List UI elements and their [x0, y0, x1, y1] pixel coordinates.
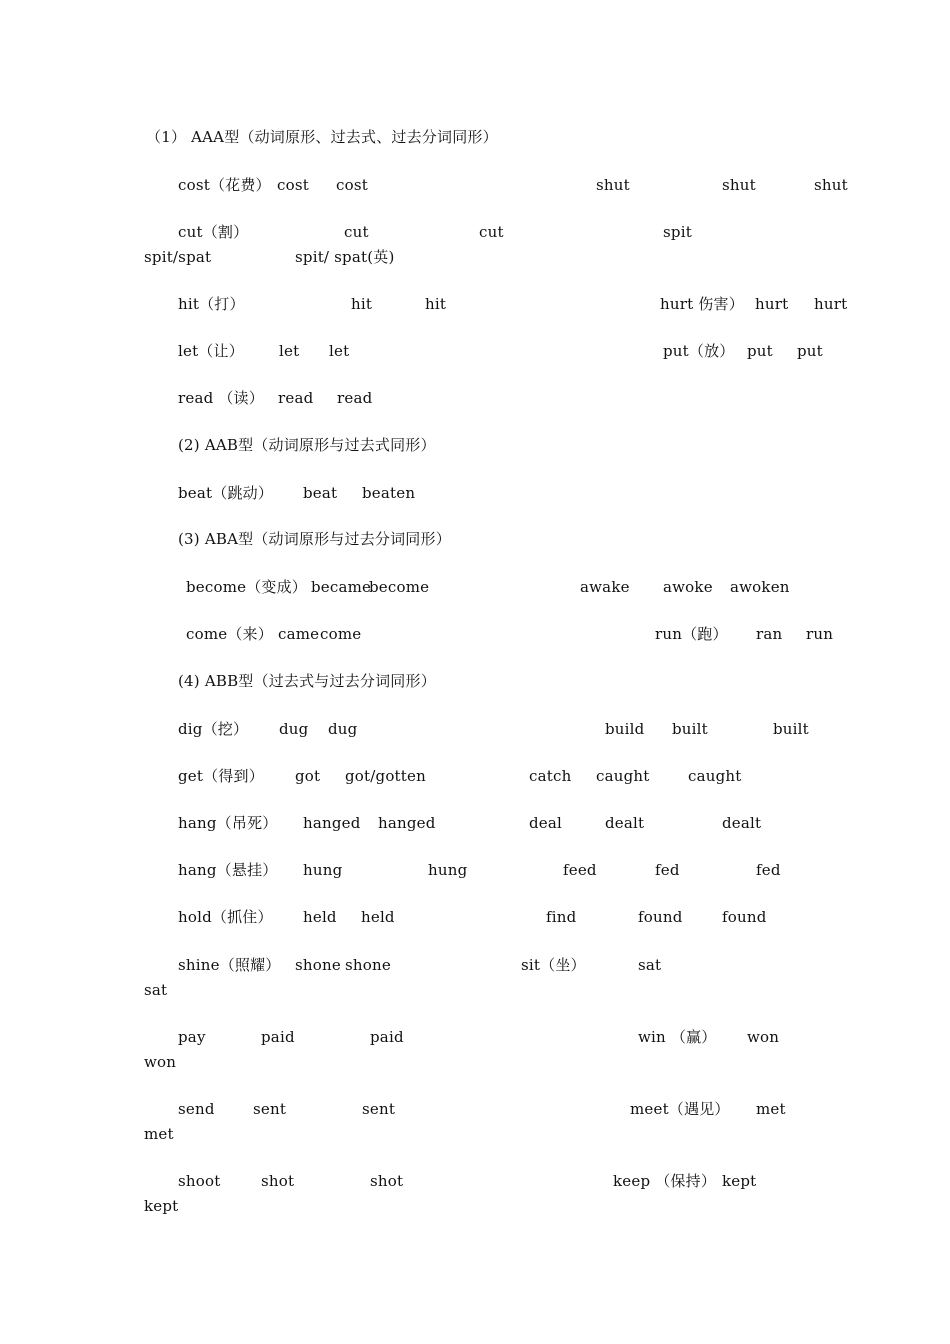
verb-become-base: become（变成） — [186, 578, 308, 596]
verb-sit-pp: sat — [144, 981, 168, 999]
verb-catch-past: caught — [596, 767, 650, 785]
verb-keep-pp: kept — [144, 1197, 179, 1215]
verb-build-pp: built — [773, 720, 809, 738]
verb-hold-base: hold（抓住） — [178, 908, 273, 926]
verb-hang2-past: hung — [303, 861, 343, 879]
verb-shut-past: shut — [722, 176, 756, 194]
verb-pay-pp: paid — [370, 1028, 404, 1046]
verb-put-pp: put — [797, 342, 823, 360]
verb-find-pp: found — [722, 908, 767, 926]
verb-get-pp: got/gotten — [345, 767, 426, 785]
verb-deal-pp: dealt — [722, 814, 762, 832]
verb-let-pp: let — [329, 342, 350, 360]
verb-sit-base: sit（坐） — [521, 956, 586, 974]
verb-hang1-base: hang（吊死） — [178, 814, 278, 832]
verb-read-pp: read — [337, 389, 373, 407]
verb-shine-pp: shone — [345, 956, 391, 974]
verb-keep-past: kept — [722, 1172, 757, 1190]
verb-hold-pp: held — [361, 908, 395, 926]
verb-pay-past: paid — [261, 1028, 295, 1046]
verb-beat-pp: beaten — [362, 484, 416, 502]
verb-pay-base: pay — [178, 1028, 206, 1046]
verb-come-pp: come — [320, 625, 362, 643]
verb-cut-base: cut（割） — [178, 223, 249, 241]
verb-sit-past: sat — [638, 956, 662, 974]
verb-feed-pp: fed — [756, 861, 781, 879]
verb-hurt-pp: hurt — [814, 295, 848, 313]
verb-catch-pp: caught — [688, 767, 742, 785]
verb-shut-base: shut — [596, 176, 630, 194]
verb-send-pp: sent — [362, 1100, 396, 1118]
verb-hang1-past: hanged — [303, 814, 361, 832]
verb-run-base: run（跑） — [655, 625, 728, 643]
verb-cut-pp: cut — [479, 223, 504, 241]
verb-meet-pp: met — [144, 1125, 174, 1143]
verb-deal-past: dealt — [605, 814, 645, 832]
verb-keep-base: keep （保持） — [613, 1172, 717, 1190]
verb-shoot-base: shoot — [178, 1172, 221, 1190]
verb-put-base: put（放） — [663, 342, 735, 360]
verb-cut-past: cut — [344, 223, 369, 241]
verb-hurt-base: hurt 伤害） — [660, 295, 744, 313]
verb-awake-base: awake — [580, 578, 630, 596]
verb-find-past: found — [638, 908, 683, 926]
heading-aaa: （1） AAA型（动词原形、过去式、过去分词同形） — [146, 128, 498, 146]
verb-cost-base: cost（花费） — [178, 176, 271, 194]
verb-let-base: let（让） — [178, 342, 244, 360]
verb-hang2-pp: hung — [428, 861, 468, 879]
verb-get-past: got — [295, 767, 321, 785]
verb-cost-pp: cost — [336, 176, 368, 194]
verb-dig-base: dig（挖） — [178, 720, 249, 738]
verb-spit-past: spit/spat — [144, 248, 212, 266]
verb-hurt-past: hurt — [755, 295, 789, 313]
verb-build-base: build — [605, 720, 645, 738]
verb-feed-base: feed — [563, 861, 597, 879]
verb-shut-pp: shut — [814, 176, 848, 194]
verb-cost-past: cost — [277, 176, 309, 194]
heading-abb: (4) ABB型（过去式与过去分词同形） — [178, 672, 436, 690]
verb-shoot-pp: shot — [370, 1172, 404, 1190]
verb-run-past: ran — [756, 625, 783, 643]
verb-hold-past: held — [303, 908, 337, 926]
verb-win-pp: won — [144, 1053, 177, 1071]
verb-get-base: get（得到） — [178, 767, 264, 785]
verb-read-base: read （读） — [178, 389, 264, 407]
verb-become-pp: become — [369, 578, 430, 596]
verb-hit-base: hit（打） — [178, 295, 245, 313]
verb-build-past: built — [672, 720, 708, 738]
verb-deal-base: deal — [529, 814, 563, 832]
verb-awake-past: awoke — [663, 578, 713, 596]
verb-beat-base: beat（跳动） — [178, 484, 274, 502]
verb-dig-past: dug — [279, 720, 309, 738]
verb-hang2-base: hang（悬挂） — [178, 861, 278, 879]
verb-catch-base: catch — [529, 767, 572, 785]
verb-beat-past: beat — [303, 484, 338, 502]
verb-win-base: win （赢） — [638, 1028, 717, 1046]
verb-become-past: became — [311, 578, 372, 596]
verb-meet-past: met — [756, 1100, 786, 1118]
verb-win-past: won — [747, 1028, 780, 1046]
heading-aab: (2) AAB型（动词原形与过去式同形） — [178, 436, 436, 454]
verb-read-past: read — [278, 389, 314, 407]
verb-hit-past: hit — [351, 295, 373, 313]
verb-feed-past: fed — [655, 861, 680, 879]
verb-hang1-pp: hanged — [378, 814, 436, 832]
verb-shoot-past: shot — [261, 1172, 295, 1190]
verb-spit-base: spit — [663, 223, 692, 241]
verb-hit-pp: hit — [425, 295, 447, 313]
verb-send-past: sent — [253, 1100, 287, 1118]
verb-awake-pp: awoken — [730, 578, 790, 596]
verb-meet-base: meet（遇见） — [630, 1100, 730, 1118]
verb-shine-base: shine（照耀） — [178, 956, 281, 974]
verb-come-base: come（来） — [186, 625, 273, 643]
heading-aba: (3) ABA型（动词原形与过去分词同形） — [178, 530, 451, 548]
verb-shine-past: shone — [295, 956, 341, 974]
verb-dig-pp: dug — [328, 720, 358, 738]
verb-run-pp: run — [806, 625, 834, 643]
verb-find-base: find — [546, 908, 577, 926]
verb-put-past: put — [747, 342, 773, 360]
verb-spit-pp: spit/ spat(英) — [295, 248, 395, 266]
verb-send-base: send — [178, 1100, 215, 1118]
verb-come-past: came — [278, 625, 320, 643]
verb-let-past: let — [279, 342, 300, 360]
